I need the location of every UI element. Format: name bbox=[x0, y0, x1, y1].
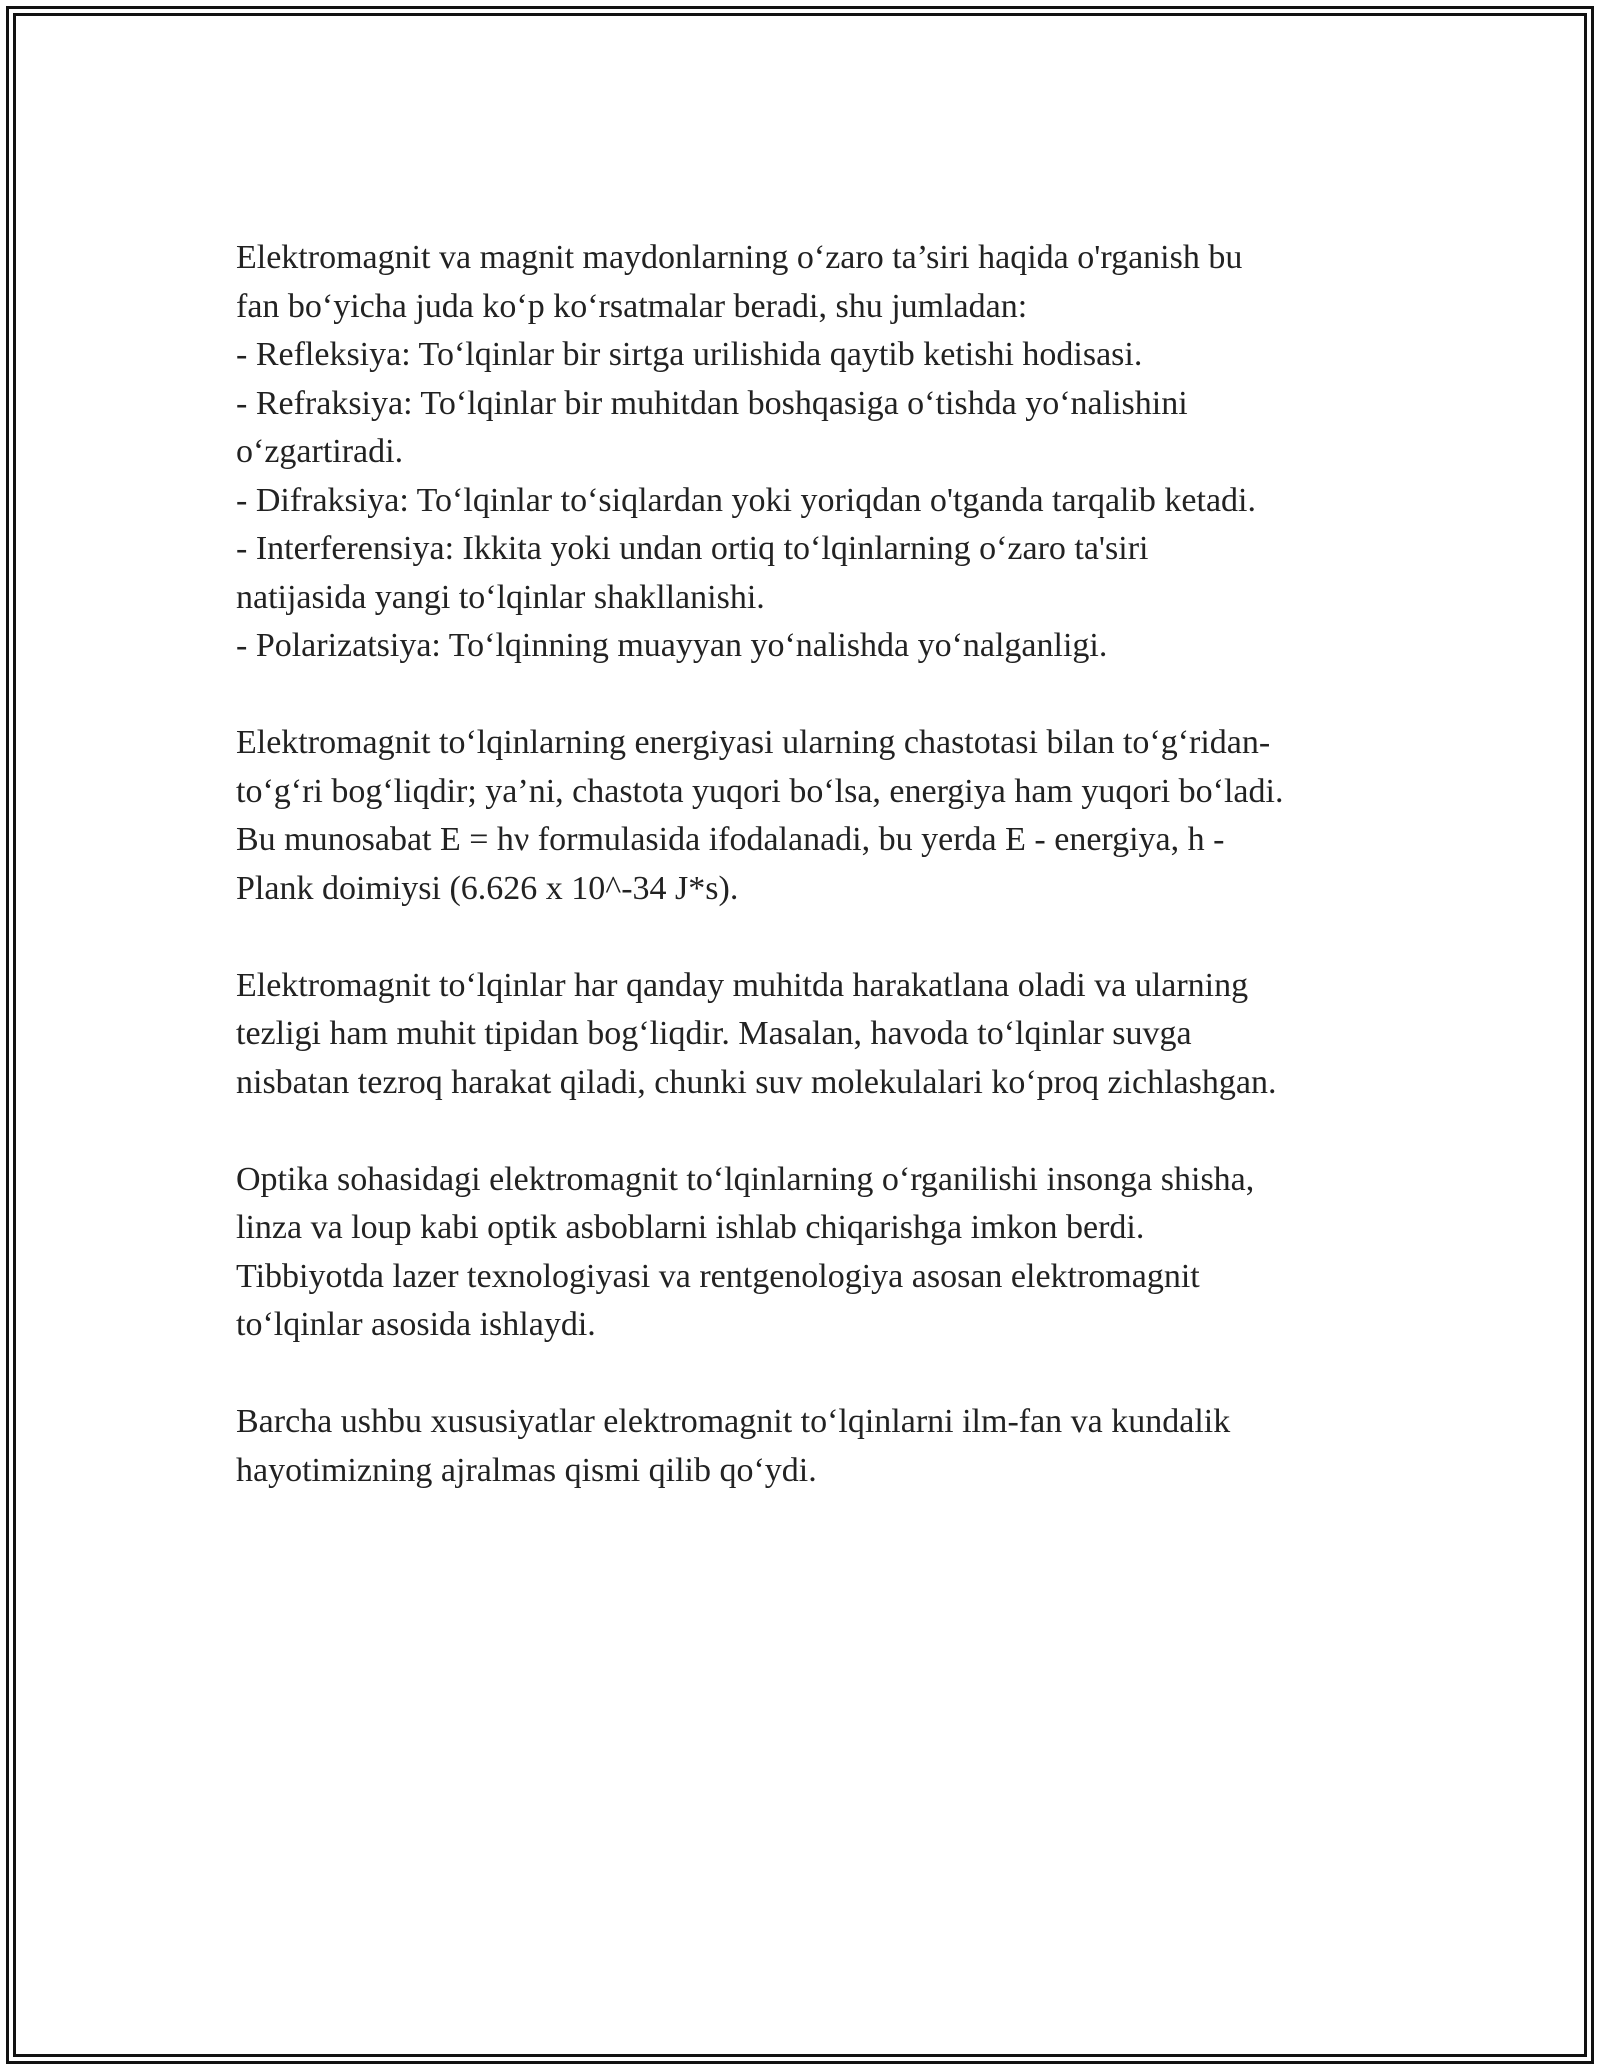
text-line: o‘zgartiradi. bbox=[236, 433, 404, 470]
text-line: nisbatan tezroq harakat qiladi, chunki suv molekulalari ko‘proq zichlashgan. bbox=[236, 1063, 1277, 1101]
text-line: Plank doimiysi (6.626 x 10^-34 J*s). bbox=[236, 869, 739, 907]
text-line: Elektromagnit to‘lqinlar har qanday muhitda harakatlana oladi va ularning bbox=[236, 966, 1249, 1004]
text-line: - Difraksiya: To‘lqinlar to‘siqlardan yoki yoriqdan o'tganda tarqalib ketadi. bbox=[236, 481, 1256, 519]
text-line: Elektromagnit va magnit maydonlarning o‘zaro ta’siri haqida o'rganish bu bbox=[236, 239, 1243, 276]
text-line: natijasida yangi to‘lqinlar shakllanishi. bbox=[236, 578, 765, 616]
text-line: Barcha ushbu xususiyatlar elektromagnit to‘lqinlarni ilm-fan va kundalik bbox=[236, 1403, 1231, 1440]
paragraph-optical-phenomena bbox=[236, 234, 1376, 671]
text-line: Optika sohasidagi elektromagnit to‘lqinlarning o‘rganilishi insonga shisha, bbox=[236, 1160, 1255, 1198]
text-line: Bu munosabat E = hν formulasida ifodalanadi, bu yerda E - energiya, h - bbox=[236, 821, 1225, 858]
paragraph-conclusion bbox=[236, 1398, 1376, 1495]
text-line: - Polarizatsiya: To‘lqinning muayyan yo‘nalishda yo‘nalganligi. bbox=[236, 627, 1108, 664]
text-line: hayotimizning ajralmas qismi qilib qo‘ydi. bbox=[236, 1451, 817, 1489]
text-line: - Refleksiya: To‘lqinlar bir sirtga urilishida qaytib ketishi hodisasi. bbox=[236, 336, 1143, 373]
text-line: to‘g‘ri bog‘liqdir; ya’ni, chastota yuqori bo‘lsa, energiya ham yuqori bo‘ladi. bbox=[236, 772, 1284, 810]
text-line: Tibbiyotda lazer texnologiyasi va rentgenologiya asosan elektromagnit bbox=[236, 1257, 1200, 1295]
text-line: to‘lqinlar asosida ishlaydi. bbox=[236, 1306, 596, 1343]
text-line: - Interferensiya: Ikkita yoki undan ortiq to‘lqinlarning o‘zaro ta'siri bbox=[236, 530, 1149, 567]
paragraph-wave-energy bbox=[236, 719, 1376, 913]
paragraph-wave-speed bbox=[236, 962, 1376, 1108]
text-line: Elektromagnit to‘lqinlarning energiyasi ularning chastotasi bilan to‘g‘ridan- bbox=[236, 724, 1271, 761]
document-body bbox=[236, 234, 1376, 1544]
paragraph-optics-applications bbox=[236, 1156, 1376, 1350]
text-line: - Refraksiya: To‘lqinlar bir muhitdan boshqasiga o‘tishda yo‘nalishini bbox=[236, 384, 1188, 422]
text-line: tezligi ham muhit tipidan bog‘liqdir. Masalan, havoda to‘lqinlar suvga bbox=[236, 1015, 1192, 1052]
text-line: linza va loup kabi optik asboblarni ishlab chiqarishga imkon berdi. bbox=[236, 1209, 1145, 1246]
text-line: fan bo‘yicha juda ko‘p ko‘rsatmalar beradi, shu jumladan: bbox=[236, 287, 1028, 325]
